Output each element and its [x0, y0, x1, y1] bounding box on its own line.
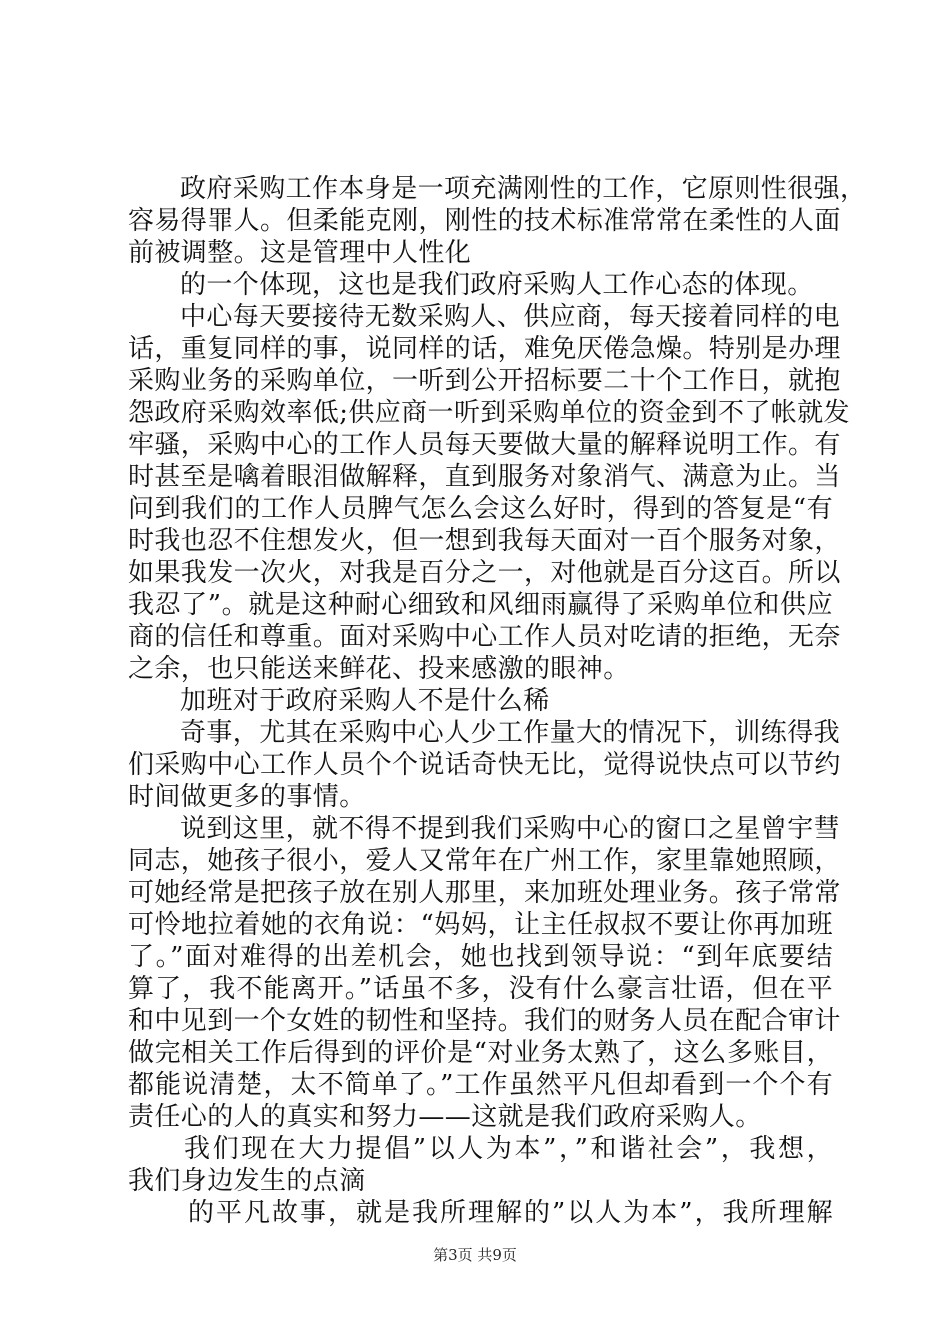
text-line: 容易得罪人。但柔能克刚，刚性的技术标准常常在柔性的人面 — [128, 206, 841, 236]
text-line: 可她经常是把孩子放在别人那里，来加班处理业务。孩子常常 — [128, 878, 841, 908]
text-line: 们采购中心工作人员个个说话奇快无比，觉得说快点可以节约 — [128, 750, 841, 780]
text-line: 同志，她孩子很小，爱人又常年在广州工作，家里靠她照顾， — [128, 846, 841, 876]
document-body — [128, 173, 867, 1229]
text-line: 的平凡故事，就是我所理解的”以人为本”，我所理解 — [188, 1198, 833, 1228]
text-line: 时我也忍不住想发火，但一想到我每天面对一百个服务对象， — [128, 526, 841, 556]
text-line: 责任心的人的真实和努力——这就是我们政府采购人。 — [128, 1102, 762, 1132]
text-line: 可怜地拉着她的衣角说：“妈妈，让主任叔叔不要让你再加班 — [128, 910, 833, 940]
text-line: 了。”面对难得的出差机会，她也找到领导说：“到年底要结 — [128, 942, 833, 972]
text-line: 我忍了”。就是这种耐心细致和风细雨赢得了采购单位和供应 — [128, 590, 833, 620]
text-line: 商的信任和尊重。面对采购中心工作人员对吃请的拒绝，无奈 — [128, 622, 841, 652]
text-line: 采购业务的采购单位，一听到公开招标要二十个工作日，就抱 — [128, 366, 841, 396]
text-line: 如果我发一次火，对我是百分之一，对他就是百分这百。所以 — [128, 558, 841, 588]
text-line: 说到这里，就不得不提到我们采购中心的窗口之星曾宇彗 — [180, 814, 841, 844]
text-line: 前被调整。这是管理中人性化 — [128, 238, 472, 268]
text-line: 的一个体现，这也是我们政府采购人工作心态的体现。 — [180, 270, 814, 300]
text-line: 中心每天要接待无数采购人、供应商，每天接着同样的电 — [180, 302, 841, 332]
text-line: 加班对于政府采购人不是什么稀 — [180, 686, 550, 716]
text-line: 奇事，尤其在采购中心人少工作量大的情况下，训练得我 — [180, 718, 841, 748]
text-line: 做完相关工作后得到的评价是“对业务太熟了，这么多账目， — [128, 1038, 833, 1068]
text-line: 时甚至是噙着眼泪做解释，直到服务对象消气、满意为止。当 — [128, 462, 841, 492]
text-line: 时间做更多的事情。 — [128, 782, 366, 812]
page-number-footer: 第3页 共9页 — [433, 1246, 517, 1264]
text-line: 牢骚，采购中心的工作人员每天要做大量的解释说明工作。有 — [128, 430, 841, 460]
text-line: 算了，我不能离开。”话虽不多，没有什么豪言壮语，但在平 — [128, 974, 833, 1004]
text-line: 政府采购工作本身是一项充满刚性的工作，它原则性很强， — [180, 174, 867, 204]
text-line: 问到我们的工作人员脾气怎么会这么好时，得到的答复是“有 — [128, 494, 833, 524]
text-line: 之余，也只能送来鲜花、投来感激的眼神。 — [128, 654, 630, 684]
text-line: 和中见到一个女姓的韧性和坚持。我们的财务人员在配合审计 — [128, 1006, 841, 1036]
text-line: 我们身边发生的点滴 — [128, 1166, 366, 1196]
text-line: 话，重复同样的事，说同样的话，难免厌倦急燥。特别是办理 — [128, 334, 841, 364]
text-line: 怨政府采购效率低;供应商一听到采购单位的资金到不了帐就发 — [128, 398, 850, 428]
text-line: 都能说清楚，太不简单了。”工作虽然平凡但却看到一个个有 — [128, 1070, 833, 1100]
text-line: 我们现在大力提倡”以人为本”，”和谐社会”，我想， — [184, 1134, 833, 1164]
